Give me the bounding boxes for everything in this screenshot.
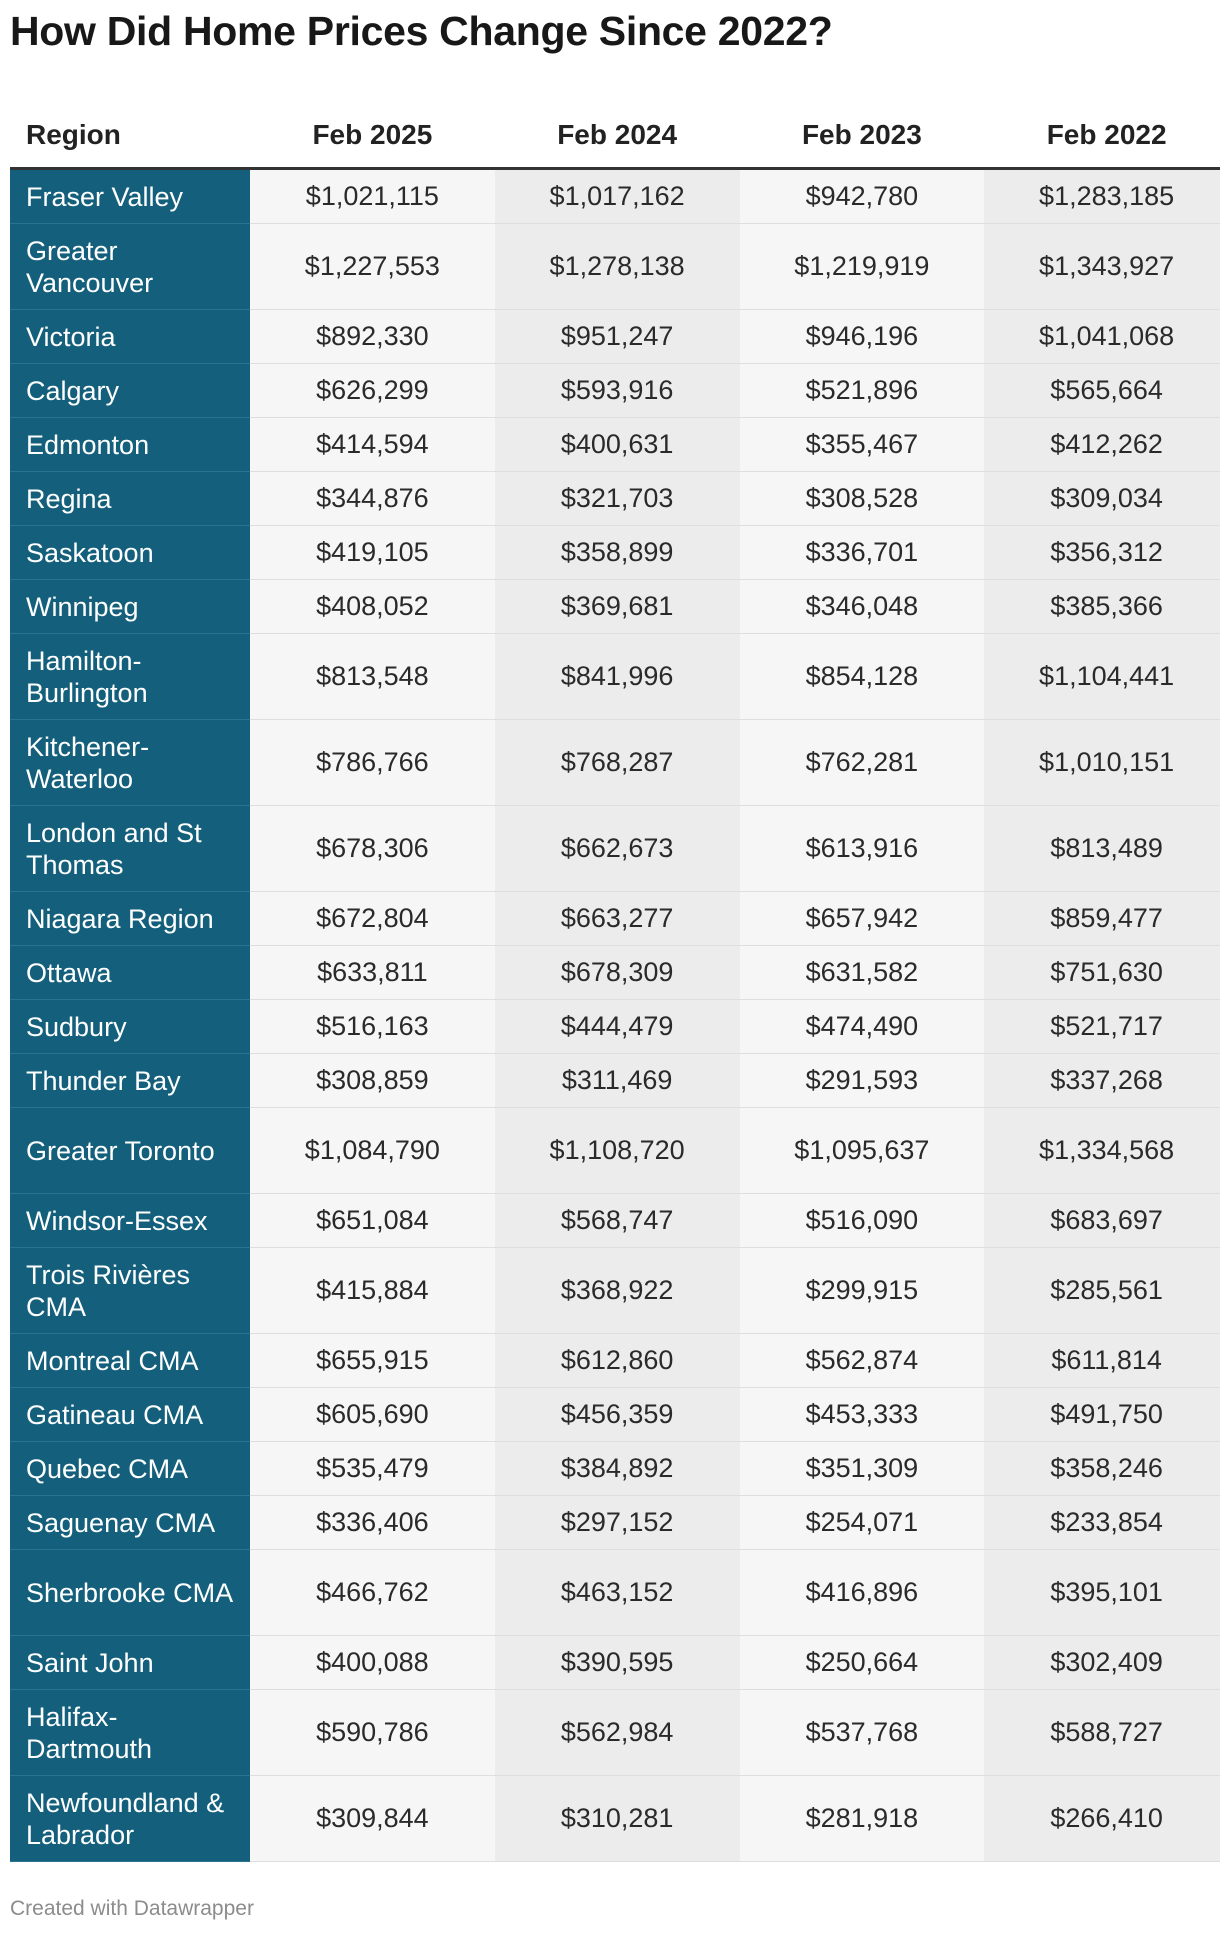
price-cell-feb-2023: $521,896 — [740, 364, 985, 418]
price-cell-feb-2023: $250,664 — [740, 1636, 985, 1690]
table-row — [10, 364, 1220, 418]
chart-title: How Did Home Prices Change Since 2022? — [10, 8, 833, 54]
region-cell: Gatineau CMA — [10, 1388, 250, 1442]
price-cell-feb-2023: $474,490 — [740, 1000, 985, 1054]
price-cell-feb-2025: $626,299 — [250, 364, 495, 418]
price-cell-feb-2025: $415,884 — [250, 1248, 495, 1334]
price-cell-feb-2022: $1,334,568 — [984, 1108, 1220, 1194]
price-cell-feb-2022: $1,343,927 — [984, 224, 1220, 310]
price-cell-feb-2024: $368,922 — [495, 1248, 740, 1334]
price-cell-feb-2024: $400,631 — [495, 418, 740, 472]
price-cell-feb-2023: $1,219,919 — [740, 224, 985, 310]
price-cell-feb-2024: $310,281 — [495, 1776, 740, 1862]
price-cell-feb-2023: $537,768 — [740, 1690, 985, 1776]
region-cell: Calgary — [10, 364, 250, 418]
region-cell: Kitchener-Waterloo — [10, 720, 250, 806]
price-cell-feb-2024: $358,899 — [495, 526, 740, 580]
price-cell-feb-2025: $813,548 — [250, 634, 495, 720]
region-cell: Windsor-Essex — [10, 1194, 250, 1248]
column-header-feb-2022[interactable]: Feb 2022 — [984, 103, 1220, 169]
price-cell-feb-2024: $768,287 — [495, 720, 740, 806]
price-cell-feb-2023: $631,582 — [740, 946, 985, 1000]
price-cell-feb-2025: $344,876 — [250, 472, 495, 526]
column-header-feb-2024[interactable]: Feb 2024 — [495, 103, 740, 169]
price-cell-feb-2025: $590,786 — [250, 1690, 495, 1776]
price-cell-feb-2024: $463,152 — [495, 1550, 740, 1636]
price-cell-feb-2023: $281,918 — [740, 1776, 985, 1862]
price-cell-feb-2023: $516,090 — [740, 1194, 985, 1248]
price-cell-feb-2022: $588,727 — [984, 1690, 1220, 1776]
price-cell-feb-2022: $1,010,151 — [984, 720, 1220, 806]
price-cell-feb-2023: $308,528 — [740, 472, 985, 526]
price-cell-feb-2023: $562,874 — [740, 1334, 985, 1388]
table-row — [10, 418, 1220, 472]
price-cell-feb-2023: $946,196 — [740, 310, 985, 364]
price-cell-feb-2022: $385,366 — [984, 580, 1220, 634]
table-row — [10, 634, 1220, 720]
price-cell-feb-2024: $612,860 — [495, 1334, 740, 1388]
price-cell-feb-2022: $521,717 — [984, 1000, 1220, 1054]
region-cell: Regina — [10, 472, 250, 526]
region-cell: Sudbury — [10, 1000, 250, 1054]
price-cell-feb-2022: $358,246 — [984, 1442, 1220, 1496]
price-cell-feb-2024: $951,247 — [495, 310, 740, 364]
region-cell: Newfoundland & Labrador — [10, 1776, 250, 1862]
column-header-feb-2025[interactable]: Feb 2025 — [250, 103, 495, 169]
price-cell-feb-2024: $384,892 — [495, 1442, 740, 1496]
table-header-row — [10, 103, 1220, 169]
price-cell-feb-2023: $657,942 — [740, 892, 985, 946]
table-row — [10, 1054, 1220, 1108]
home-price-table — [10, 103, 1220, 1862]
table-row — [10, 1550, 1220, 1636]
region-cell: Trois Rivières CMA — [10, 1248, 250, 1334]
price-cell-feb-2024: $369,681 — [495, 580, 740, 634]
price-cell-feb-2023: $299,915 — [740, 1248, 985, 1334]
region-cell: Saint John — [10, 1636, 250, 1690]
price-cell-feb-2022: $683,697 — [984, 1194, 1220, 1248]
price-cell-feb-2023: $254,071 — [740, 1496, 985, 1550]
price-cell-feb-2024: $568,747 — [495, 1194, 740, 1248]
price-cell-feb-2025: $466,762 — [250, 1550, 495, 1636]
table-row — [10, 1194, 1220, 1248]
price-cell-feb-2023: $613,916 — [740, 806, 985, 892]
region-cell: Saguenay CMA — [10, 1496, 250, 1550]
region-cell: Edmonton — [10, 418, 250, 472]
price-cell-feb-2024: $678,309 — [495, 946, 740, 1000]
price-cell-feb-2025: $786,766 — [250, 720, 495, 806]
region-cell: Thunder Bay — [10, 1054, 250, 1108]
price-cell-feb-2025: $535,479 — [250, 1442, 495, 1496]
price-cell-feb-2023: $453,333 — [740, 1388, 985, 1442]
price-cell-feb-2022: $337,268 — [984, 1054, 1220, 1108]
price-cell-feb-2022: $611,814 — [984, 1334, 1220, 1388]
table-row — [10, 310, 1220, 364]
price-cell-feb-2022: $356,312 — [984, 526, 1220, 580]
price-cell-feb-2023: $355,467 — [740, 418, 985, 472]
price-cell-feb-2024: $456,359 — [495, 1388, 740, 1442]
price-cell-feb-2023: $291,593 — [740, 1054, 985, 1108]
table-row — [10, 526, 1220, 580]
price-cell-feb-2023: $854,128 — [740, 634, 985, 720]
region-cell: Niagara Region — [10, 892, 250, 946]
column-header-feb-2023[interactable]: Feb 2023 — [740, 103, 985, 169]
region-cell: Greater Toronto — [10, 1108, 250, 1194]
table-row — [10, 1442, 1220, 1496]
price-cell-feb-2025: $678,306 — [250, 806, 495, 892]
table-row — [10, 1108, 1220, 1194]
price-cell-feb-2022: $285,561 — [984, 1248, 1220, 1334]
price-cell-feb-2025: $336,406 — [250, 1496, 495, 1550]
column-header-region[interactable]: Region — [10, 103, 250, 169]
table-row — [10, 472, 1220, 526]
region-cell: Greater Vancouver — [10, 224, 250, 310]
price-cell-feb-2022: $309,034 — [984, 472, 1220, 526]
price-cell-feb-2022: $1,283,185 — [984, 169, 1220, 224]
price-cell-feb-2025: $400,088 — [250, 1636, 495, 1690]
price-cell-feb-2024: $444,479 — [495, 1000, 740, 1054]
table-row — [10, 892, 1220, 946]
table-row — [10, 1690, 1220, 1776]
price-cell-feb-2025: $892,330 — [250, 310, 495, 364]
price-cell-feb-2025: $1,227,553 — [250, 224, 495, 310]
price-cell-feb-2024: $662,673 — [495, 806, 740, 892]
table-row — [10, 224, 1220, 310]
table-row — [10, 1000, 1220, 1054]
region-cell: Fraser Valley — [10, 169, 250, 224]
price-cell-feb-2023: $346,048 — [740, 580, 985, 634]
price-cell-feb-2023: $942,780 — [740, 169, 985, 224]
region-cell: Victoria — [10, 310, 250, 364]
price-cell-feb-2023: $351,309 — [740, 1442, 985, 1496]
price-cell-feb-2025: $419,105 — [250, 526, 495, 580]
price-cell-feb-2022: $813,489 — [984, 806, 1220, 892]
price-cell-feb-2022: $751,630 — [984, 946, 1220, 1000]
price-cell-feb-2025: $309,844 — [250, 1776, 495, 1862]
price-cell-feb-2024: $390,595 — [495, 1636, 740, 1690]
region-cell: Ottawa — [10, 946, 250, 1000]
price-cell-feb-2022: $565,664 — [984, 364, 1220, 418]
price-cell-feb-2025: $1,084,790 — [250, 1108, 495, 1194]
price-cell-feb-2023: $336,701 — [740, 526, 985, 580]
price-cell-feb-2024: $321,703 — [495, 472, 740, 526]
region-cell: Montreal CMA — [10, 1334, 250, 1388]
price-cell-feb-2025: $651,084 — [250, 1194, 495, 1248]
price-cell-feb-2023: $416,896 — [740, 1550, 985, 1636]
price-cell-feb-2022: $859,477 — [984, 892, 1220, 946]
price-cell-feb-2022: $1,104,441 — [984, 634, 1220, 720]
table-body — [10, 169, 1220, 1862]
price-cell-feb-2023: $1,095,637 — [740, 1108, 985, 1194]
price-cell-feb-2024: $1,108,720 — [495, 1108, 740, 1194]
price-cell-feb-2022: $302,409 — [984, 1636, 1220, 1690]
table-row — [10, 1248, 1220, 1334]
region-cell: Winnipeg — [10, 580, 250, 634]
table-row — [10, 1388, 1220, 1442]
price-cell-feb-2024: $593,916 — [495, 364, 740, 418]
price-cell-feb-2022: $412,262 — [984, 418, 1220, 472]
table-row — [10, 1334, 1220, 1388]
price-cell-feb-2022: $491,750 — [984, 1388, 1220, 1442]
price-cell-feb-2025: $516,163 — [250, 1000, 495, 1054]
table-row — [10, 946, 1220, 1000]
region-cell: Saskatoon — [10, 526, 250, 580]
price-cell-feb-2025: $408,052 — [250, 580, 495, 634]
datawrapper-credit: Created with Datawrapper — [10, 1897, 254, 1920]
table-row — [10, 1636, 1220, 1690]
price-cell-feb-2025: $672,804 — [250, 892, 495, 946]
table-row — [10, 1496, 1220, 1550]
price-cell-feb-2025: $308,859 — [250, 1054, 495, 1108]
region-cell: Sherbrooke CMA — [10, 1550, 250, 1636]
table-row — [10, 169, 1220, 224]
price-cell-feb-2025: $633,811 — [250, 946, 495, 1000]
price-cell-feb-2025: $605,690 — [250, 1388, 495, 1442]
price-cell-feb-2024: $841,996 — [495, 634, 740, 720]
price-cell-feb-2023: $762,281 — [740, 720, 985, 806]
price-cell-feb-2025: $655,915 — [250, 1334, 495, 1388]
price-cell-feb-2022: $233,854 — [984, 1496, 1220, 1550]
price-cell-feb-2024: $297,152 — [495, 1496, 740, 1550]
price-cell-feb-2025: $1,021,115 — [250, 169, 495, 224]
price-cell-feb-2024: $311,469 — [495, 1054, 740, 1108]
price-cell-feb-2022: $266,410 — [984, 1776, 1220, 1862]
table-row — [10, 806, 1220, 892]
price-cell-feb-2024: $1,017,162 — [495, 169, 740, 224]
table-row — [10, 720, 1220, 806]
price-cell-feb-2022: $395,101 — [984, 1550, 1220, 1636]
region-cell: Quebec CMA — [10, 1442, 250, 1496]
region-cell: Hamilton-Burlington — [10, 634, 250, 720]
price-cell-feb-2024: $663,277 — [495, 892, 740, 946]
price-cell-feb-2024: $1,278,138 — [495, 224, 740, 310]
region-cell: London and St Thomas — [10, 806, 250, 892]
price-cell-feb-2024: $562,984 — [495, 1690, 740, 1776]
price-cell-feb-2022: $1,041,068 — [984, 310, 1220, 364]
table-row — [10, 580, 1220, 634]
region-cell: Halifax-Dartmouth — [10, 1690, 250, 1776]
table-row — [10, 1776, 1220, 1862]
price-cell-feb-2025: $414,594 — [250, 418, 495, 472]
